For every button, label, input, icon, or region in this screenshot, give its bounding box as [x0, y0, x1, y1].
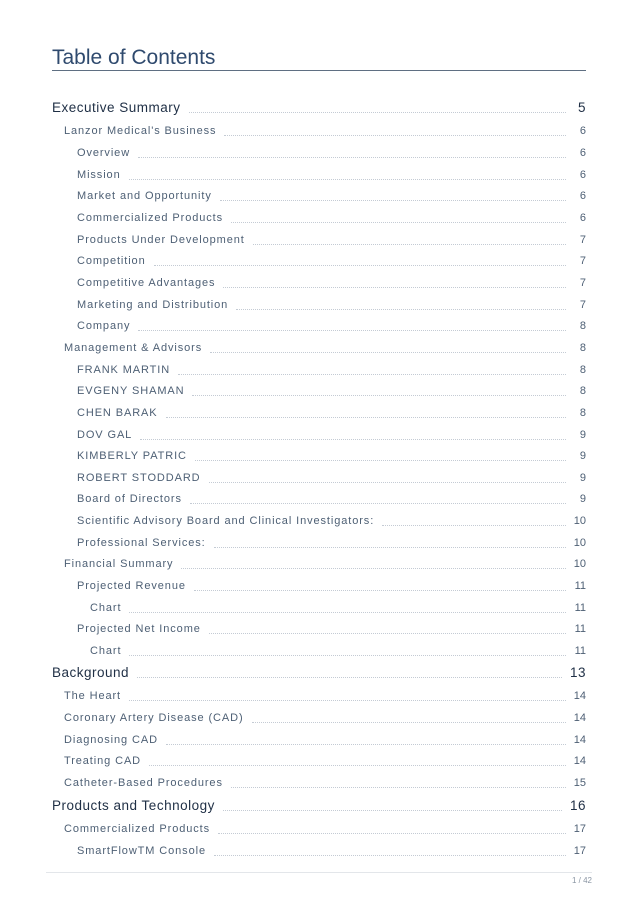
- title-divider: [52, 70, 586, 71]
- toc-entry[interactable]: [64, 819, 586, 839]
- toc-dot-leader: [138, 157, 566, 158]
- toc-dot-leader: [166, 417, 566, 418]
- toc-entry-label: Market and Opportunity: [77, 190, 212, 202]
- toc-entry-label: Commercialized Products: [64, 823, 211, 835]
- toc-entry-label: Executive Summary: [52, 100, 181, 115]
- toc-entry[interactable]: [77, 619, 586, 639]
- toc-dot-leader: [253, 244, 566, 245]
- toc-entry-page: 14: [573, 755, 586, 767]
- toc-entry-page: 11: [574, 580, 586, 592]
- toc-dot-leader: [252, 722, 566, 723]
- toc-entry-label: Treating CAD: [64, 755, 142, 767]
- toc-dot-leader: [218, 833, 566, 834]
- toc-entry[interactable]: [64, 121, 586, 141]
- toc-entry-page: 6: [579, 169, 586, 181]
- toc-entry[interactable]: [77, 230, 586, 250]
- toc-dot-leader: [223, 287, 566, 288]
- toc-entry[interactable]: [77, 360, 586, 380]
- toc-entry[interactable]: [77, 489, 586, 509]
- toc-entry-page: 9: [579, 429, 586, 441]
- toc-entry-label: Coronary Artery Disease (CAD): [64, 712, 244, 724]
- toc-entry-page: 8: [579, 364, 586, 376]
- toc-entry[interactable]: [77, 533, 586, 553]
- toc-dot-leader: [137, 677, 562, 678]
- toc-dot-leader: [129, 179, 566, 180]
- toc-dot-leader: [214, 855, 566, 856]
- toc-dot-leader: [195, 460, 566, 461]
- toc-entry-page: 8: [579, 385, 586, 397]
- toc-dot-leader: [129, 655, 566, 656]
- toc-entry[interactable]: [77, 295, 586, 315]
- toc-entry[interactable]: [64, 751, 586, 771]
- toc-entry-label: KIMBERLY PATRIC: [77, 450, 187, 462]
- toc-entry-label: Board of Directors: [77, 493, 182, 505]
- toc-dot-leader: [209, 633, 566, 634]
- toc-entry-page: 6: [579, 190, 586, 202]
- toc-dot-leader: [224, 135, 566, 136]
- toc-dot-leader: [166, 744, 566, 745]
- page-title: Table of Contents: [52, 46, 216, 69]
- toc-entry-label: Company: [77, 320, 131, 332]
- toc-entry[interactable]: [77, 446, 586, 466]
- toc-entry-label: Commercialized Products: [77, 212, 224, 224]
- toc-dot-leader: [190, 503, 566, 504]
- toc-entry[interactable]: [77, 143, 586, 163]
- toc-entry-page: 7: [579, 255, 586, 267]
- toc-entry-page: 14: [573, 734, 586, 746]
- toc-entry-label: Marketing and Distribution: [77, 299, 229, 311]
- toc-entry[interactable]: [90, 598, 586, 618]
- toc-entry-page: 9: [579, 450, 586, 462]
- toc-entry[interactable]: [77, 425, 586, 445]
- toc-entry[interactable]: [77, 576, 586, 596]
- toc-entry-label: Overview: [77, 147, 131, 159]
- footer-divider: [46, 872, 592, 873]
- toc-dot-leader: [129, 612, 566, 613]
- toc-entry-label: Competition: [77, 255, 146, 267]
- toc-dot-leader: [382, 525, 566, 526]
- toc-dot-leader: [138, 330, 566, 331]
- page-indicator: 1 / 42: [571, 876, 592, 885]
- toc-dot-leader: [192, 395, 566, 396]
- toc-entry[interactable]: [77, 251, 586, 271]
- toc-entry-page: 13: [569, 665, 586, 680]
- toc-entry-page: 15: [573, 777, 586, 789]
- toc-entry-page: 10: [573, 515, 586, 527]
- toc-entry-label: Background: [52, 665, 130, 680]
- toc-entry[interactable]: [64, 338, 586, 358]
- toc-entry-label: Products Under Development: [77, 234, 245, 246]
- toc-entry-page: 8: [579, 342, 586, 354]
- toc-entry-label: Competitive Advantages: [77, 277, 216, 289]
- toc-entry-page: 9: [579, 472, 586, 484]
- toc-entry-label: CHEN BARAK: [77, 407, 158, 419]
- toc-entry-page: 14: [573, 690, 586, 702]
- toc-entry[interactable]: [77, 208, 586, 228]
- toc-entry[interactable]: [52, 98, 586, 118]
- toc-entry[interactable]: [77, 165, 586, 185]
- toc-entry[interactable]: [52, 796, 586, 816]
- toc-entry[interactable]: [77, 841, 586, 861]
- toc-entry-label: DOV GAL: [77, 429, 133, 441]
- toc-entry-page: 11: [574, 645, 586, 657]
- toc-entry-label: Chart: [90, 645, 122, 657]
- toc-entry[interactable]: [64, 730, 586, 750]
- toc-dot-leader: [231, 222, 566, 223]
- toc-entry-page: 10: [573, 558, 586, 570]
- toc-entry[interactable]: [77, 381, 586, 401]
- toc-dot-leader: [231, 787, 566, 788]
- toc-entry-page: 8: [579, 407, 586, 419]
- toc-dot-leader: [220, 200, 566, 201]
- toc-entry-page: 11: [574, 623, 586, 635]
- toc-entry-page: 6: [579, 147, 586, 159]
- toc-entry-page: 7: [579, 234, 586, 246]
- toc-entry-page: 17: [573, 823, 586, 835]
- toc-dot-leader: [194, 590, 566, 591]
- toc-entry-label: FRANK MARTIN: [77, 364, 171, 376]
- toc-dot-leader: [214, 547, 566, 548]
- toc-entry-page: 10: [573, 537, 586, 549]
- toc-entry-page: 7: [579, 299, 586, 311]
- toc-entry-label: Mission: [77, 169, 121, 181]
- toc-entry-label: Products and Technology: [52, 798, 215, 813]
- toc-entry-label: Lanzor Medical's Business: [64, 125, 217, 137]
- toc-entry-label: Professional Services:: [77, 537, 206, 549]
- toc-dot-leader: [209, 482, 566, 483]
- toc-entry[interactable]: [77, 316, 586, 336]
- toc-entry[interactable]: [90, 641, 586, 661]
- toc-entry-page: 7: [579, 277, 586, 289]
- toc-entry-label: Chart: [90, 602, 122, 614]
- toc-entry-page: 17: [573, 845, 586, 857]
- toc-entry[interactable]: [77, 468, 586, 488]
- toc-entry-label: The Heart: [64, 690, 122, 702]
- toc-entry[interactable]: [52, 663, 586, 683]
- toc-entry-page: 16: [569, 798, 586, 813]
- toc-dot-leader: [140, 439, 566, 440]
- toc-dot-leader: [129, 700, 566, 701]
- toc-entry-label: Projected Net Income: [77, 623, 201, 635]
- toc-entry[interactable]: [77, 403, 586, 423]
- toc-dot-leader: [236, 309, 566, 310]
- toc-entry-label: Financial Summary: [64, 558, 174, 570]
- toc-dot-leader: [181, 568, 565, 569]
- toc-dot-leader: [149, 765, 566, 766]
- toc-entry-label: ROBERT STODDARD: [77, 472, 201, 484]
- toc-entry-label: EVGENY SHAMAN: [77, 385, 185, 397]
- toc-entry[interactable]: [77, 186, 586, 206]
- toc-entry-label: Catheter-Based Procedures: [64, 777, 223, 789]
- toc-entry[interactable]: [64, 686, 586, 706]
- toc-entry-page: 5: [577, 100, 586, 115]
- toc-dot-leader: [223, 810, 562, 811]
- toc-entry-page: 11: [574, 602, 586, 614]
- toc-dot-leader: [210, 352, 566, 353]
- toc-entry-label: SmartFlowTM Console: [77, 845, 206, 857]
- toc-entry-label: Diagnosing CAD: [64, 734, 158, 746]
- toc-entry-page: 8: [579, 320, 586, 332]
- toc-entry-page: 6: [579, 212, 586, 224]
- toc-entry[interactable]: [64, 554, 586, 574]
- toc-entry-label: Scientific Advisory Board and Clinical Investigators:: [77, 515, 375, 527]
- toc-entry[interactable]: [64, 773, 586, 793]
- toc-dot-leader: [189, 112, 566, 113]
- toc-entry-label: Projected Revenue: [77, 580, 186, 592]
- toc-entry[interactable]: [64, 708, 586, 728]
- toc-entry[interactable]: [77, 511, 586, 531]
- toc-dot-leader: [154, 265, 566, 266]
- toc-entry-label: Management & Advisors: [64, 342, 203, 354]
- toc-entry-page: 9: [579, 493, 586, 505]
- toc-dot-leader: [178, 374, 566, 375]
- toc-entry-page: 6: [579, 125, 586, 137]
- toc-entry-page: 14: [573, 712, 586, 724]
- toc-entry[interactable]: [77, 273, 586, 293]
